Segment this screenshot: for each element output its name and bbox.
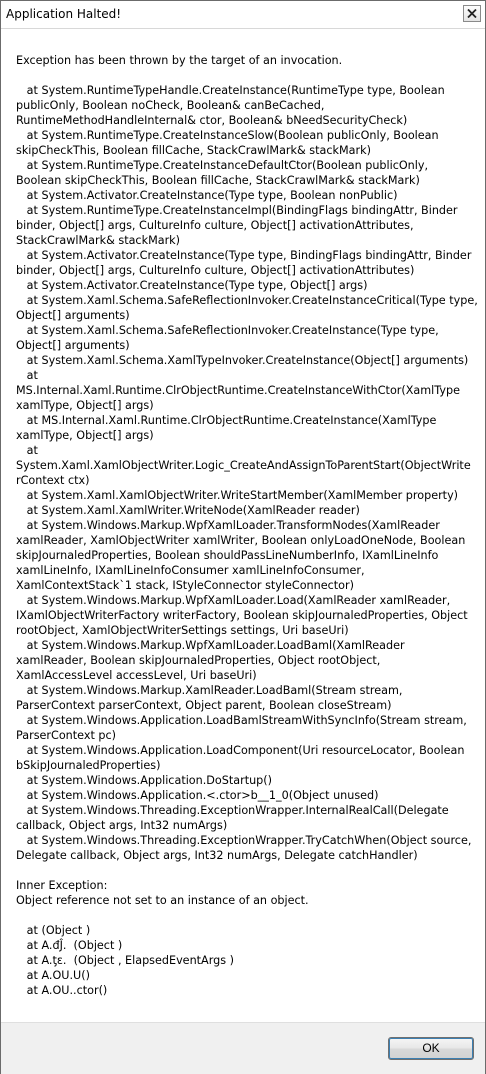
stack-frame xyxy=(16,773,476,788)
stack-frame-line: at xyxy=(16,369,38,382)
stack-frame xyxy=(16,83,476,128)
stack-frame xyxy=(16,713,476,743)
stack-frame-line: xamlReader, Boolean skipJournaledProperties, Object rootObject, xyxy=(16,654,381,667)
stack-frame xyxy=(16,638,476,683)
stack-frame xyxy=(16,833,476,863)
stack-frame-line: at System.RuntimeTypeHandle.CreateInstance(RuntimeType type, Boolean xyxy=(16,84,445,97)
stack-frame xyxy=(16,293,476,323)
stack-frame-line: publicOnly, Boolean noCheck, Boolean& canBeCached, xyxy=(16,99,325,112)
stack-frame-line: at System.RuntimeType.CreateInstanceSlow(Boolean publicOnly, Boolean xyxy=(16,129,439,142)
stack-frame-line: skipJournaledProperties, Boolean shouldPassLineNumberInfo, IXamlLineInfo xyxy=(16,549,439,562)
stack-frame xyxy=(16,323,476,353)
stack-frame xyxy=(16,203,476,248)
stack-frame-line: at System.Activator.CreateInstance(Type type, Boolean nonPublic) xyxy=(16,189,398,202)
stack-frame-line: xamlType, Object[] args) xyxy=(16,399,154,412)
stack-frame xyxy=(16,593,476,638)
stack-frame-line: at System.Xaml.Schema.SafeReflectionInvoker.CreateInstance(Type type, xyxy=(16,324,439,337)
stack-frame-line: at System.Xaml.XamlObjectWriter.WriteStartMember(XamlMember property) xyxy=(16,489,459,502)
stack-frame-line: at System.Windows.Threading.ExceptionWrapper.InternalRealCall(Delegate xyxy=(16,804,449,817)
stack-frame-line: at MS.Internal.Xaml.Runtime.ClrObjectRuntime.CreateInstance(XamlType xyxy=(16,414,437,427)
stack-trace xyxy=(16,83,476,863)
stack-frame xyxy=(16,743,476,773)
stack-frame-line: xamlReader, XamlObjectWriter xamlWriter, Boolean onlyLoadOneNode, Boolean xyxy=(16,534,466,547)
stack-frame-line: rContext ctx) xyxy=(16,474,90,487)
stack-frame-line: ParserContext pc) xyxy=(16,729,117,742)
stack-frame-line: binder, Object[] args, CultureInfo culture, Object[] activationAttributes) xyxy=(16,264,415,277)
stack-frame-line: at System.Xaml.Schema.SafeReflectionInvoker.CreateInstanceCritical(Type type, xyxy=(16,294,478,307)
stack-frame-line: at System.Windows.Application.DoStartup() xyxy=(16,774,273,787)
stack-frame-line: at System.Windows.Markup.WpfXamlLoader.LoadBaml(XamlReader xyxy=(16,639,405,652)
stack-frame-line: at System.Xaml.Schema.XamlTypeInvoker.CreateInstance(Object[] arguments) xyxy=(16,354,469,367)
stack-frame-line: rootObject, XamlObjectWriterSettings settings, Uri baseUri) xyxy=(16,624,349,637)
inner-stack-trace xyxy=(16,923,476,998)
stack-frame xyxy=(16,248,476,278)
stack-frame xyxy=(16,488,476,503)
stack-frame-line: at System.Windows.Markup.WpfXamlLoader.TransformNodes(XamlReader xyxy=(16,519,440,532)
stack-frame xyxy=(16,503,476,518)
stack-frame xyxy=(16,353,476,368)
stack-frame xyxy=(16,788,476,803)
stack-frame-line: at System.Xaml.XamlWriter.WriteNode(XamlReader reader) xyxy=(16,504,360,517)
stack-frame-line: at System.Windows.Application.<.ctor>b__1_0(Object unused) xyxy=(16,789,379,802)
stack-frame-line: callback, Object args, Int32 numArgs) xyxy=(16,819,228,832)
dialog-title: Application Halted! xyxy=(6,7,122,21)
stack-frame xyxy=(16,278,476,293)
stack-frame-line: IXamlObjectWriterFactory writerFactory, Boolean skipJournaledProperties, Object xyxy=(16,609,468,622)
stack-frame-line: at System.RuntimeType.CreateInstanceImpl(BindingFlags bindingAttr, Binder xyxy=(16,204,458,217)
stack-frame xyxy=(16,158,476,188)
exception-text xyxy=(16,53,476,998)
stack-frame xyxy=(16,188,476,203)
stack-frame xyxy=(16,518,476,593)
inner-exception-header: Inner Exception: xyxy=(16,879,108,892)
stack-frame-line: MS.Internal.Xaml.Runtime.ClrObjectRuntime.CreateInstanceWithCtor(XamlType xyxy=(16,384,460,397)
stack-frame-line: XamlContextStack`1 stack, IStyleConnector styleConnector) xyxy=(16,579,354,592)
stack-frame-line: ParserContext parserContext, Object parent, Boolean closeStream) xyxy=(16,699,392,712)
close-button[interactable] xyxy=(463,5,481,22)
stack-frame-line: at System.Windows.Application.LoadBamlStreamWithSyncInfo(Stream stream, xyxy=(16,714,467,727)
stack-frame-line: System.Xaml.XamlObjectWriter.Logic_CreateAndAssignToParentStart(ObjectWrite xyxy=(16,459,471,472)
ok-button[interactable]: OK xyxy=(388,1037,474,1060)
exception-message: Exception has been thrown by the target of an invocation. xyxy=(16,54,343,67)
button-bar xyxy=(1,1022,485,1074)
inner-stack-frame: at A.đĴ. (Object ) xyxy=(16,939,123,952)
stack-frame-line: at xyxy=(16,444,38,457)
stack-frame-line: RuntimeMethodHandleInternal& ctor, Boolean& bNeedSecurityCheck) xyxy=(16,114,408,127)
stack-frame-line: Boolean skipCheckThis, Boolean fillCache, StackCrawlMark& stackMark) xyxy=(16,174,420,187)
stack-frame xyxy=(16,413,476,443)
stack-frame-line: skipCheckThis, Boolean fillCache, StackCrawlMark& stackMark) xyxy=(16,144,371,157)
stack-frame-line: at System.Windows.Application.LoadComponent(Uri resourceLocator, Boolean xyxy=(16,744,465,757)
stack-frame-line: at System.Windows.Threading.ExceptionWrapper.TryCatchWhen(Object source, xyxy=(16,834,472,847)
stack-frame-line: StackCrawlMark& stackMark) xyxy=(16,234,181,247)
stack-frame-line: xamlType, Object[] args) xyxy=(16,429,154,442)
inner-stack-frame: at A.ƫɛ. (Object , ElapsedEventArgs ) xyxy=(16,954,234,967)
inner-stack-frame: at A.OU.U() xyxy=(16,969,90,982)
stack-frame-line: at System.RuntimeType.CreateInstanceDefaultCtor(Boolean publicOnly, xyxy=(16,159,429,172)
stack-frame-line: at System.Activator.CreateInstance(Type type, Object[] args) xyxy=(16,279,368,292)
stack-frame-line: at System.Windows.Markup.XamlReader.LoadBaml(Stream stream, xyxy=(16,684,403,697)
stack-frame-line: bSkipJournaledProperties) xyxy=(16,759,161,772)
stack-frame-line: XamlAccessLevel accessLevel, Uri baseUri) xyxy=(16,669,257,682)
stack-frame xyxy=(16,443,476,488)
title-bar xyxy=(1,1,485,29)
stack-frame-line: binder, Object[] args, CultureInfo culture, Object[] activationAttributes, xyxy=(16,219,414,232)
stack-frame-line: Object[] arguments) xyxy=(16,309,130,322)
stack-frame-line: xamlLineInfo, IXamlLineInfoConsumer xamlLineInfoConsumer, xyxy=(16,564,365,577)
stack-frame xyxy=(16,683,476,713)
stack-frame xyxy=(16,803,476,833)
stack-frame-line: Delegate callback, Object args, Int32 numArgs, Delegate catchHandler) xyxy=(16,849,418,862)
inner-stack-frame: at A.OU..ctor() xyxy=(16,984,108,997)
stack-frame-line: at System.Activator.CreateInstance(Type type, BindingFlags bindingAttr, Binder xyxy=(16,249,472,262)
inner-exception-message: Object reference not set to an instance of an object. xyxy=(16,894,309,907)
stack-frame-line: Object[] arguments) xyxy=(16,339,130,352)
stack-frame-line: at System.Windows.Markup.WpfXamlLoader.Load(XamlReader xamlReader, xyxy=(16,594,451,607)
inner-stack-frame: at (Object ) xyxy=(16,924,91,937)
stack-frame xyxy=(16,368,476,413)
stack-frame xyxy=(16,128,476,158)
